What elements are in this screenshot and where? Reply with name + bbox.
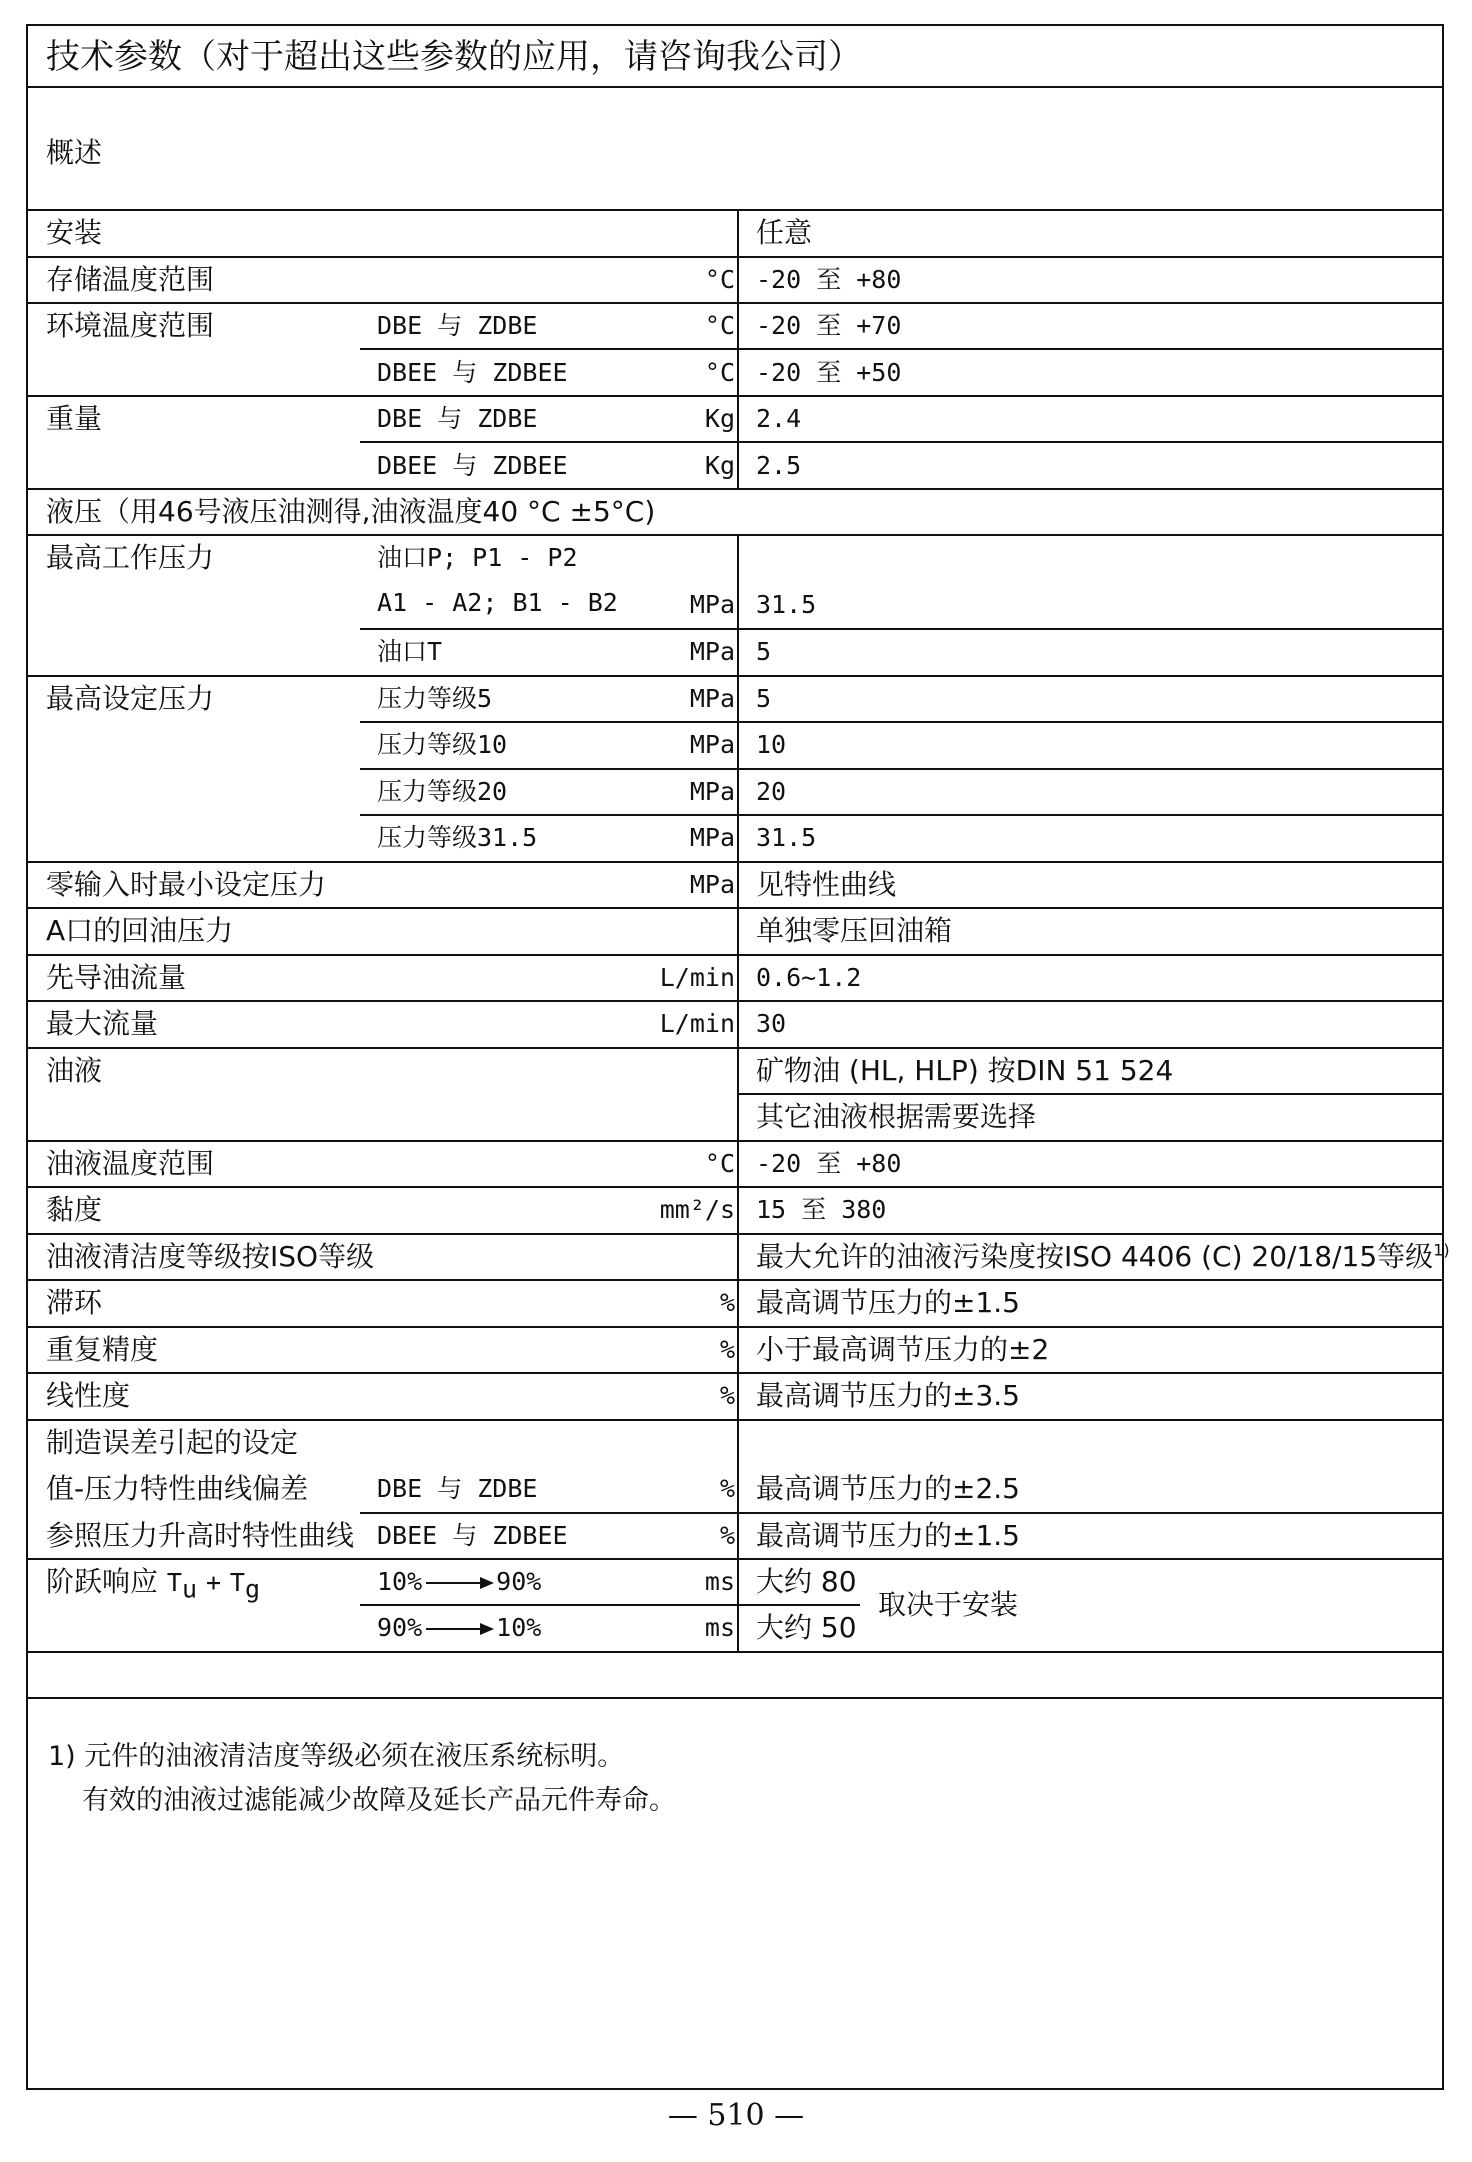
datasheet-table (26, 24, 1450, 2090)
subscript-g: g (244, 1574, 261, 1604)
linearity-label: 线性度 (46, 1379, 131, 1412)
viscosity-unit: mm²/s (659, 1195, 735, 1224)
deviation-unit: % (719, 1474, 735, 1503)
deviation-unit: % (719, 1521, 735, 1550)
repeatability-value: 小于最高调节压力的±2 (756, 1333, 1050, 1366)
arrow-right-icon (426, 1582, 492, 1584)
row-divider (28, 1419, 1442, 1421)
row-divider (360, 1512, 1444, 1514)
footnote-line-2: 有效的油液过滤能减少故障及延长产品元件寿命。 (82, 1785, 676, 1816)
pressure-stage-value: 31.5 (756, 823, 817, 852)
deviation-model: DBEE 与 ZDBEE (377, 1521, 568, 1550)
storage-temp-unit: °C (704, 265, 735, 294)
deviation-value: 最高调节压力的±1.5 (756, 1519, 1020, 1552)
linearity-unit: % (719, 1381, 735, 1410)
overview-label: 概述 (46, 136, 103, 169)
port-t-value: 5 (756, 637, 772, 666)
pilot-flow-unit: L/min (659, 963, 735, 992)
cleanliness-text: 最大允许的油液污染度按ISO 4406 (C) 20/18/15等级 (756, 1240, 1434, 1273)
step-response-label (46, 1565, 260, 1605)
row-divider (28, 675, 1442, 677)
ambient-value: -20 至 +50 (756, 358, 902, 387)
pressure-stage-unit: MPa (689, 730, 735, 759)
symbol-t: T (166, 1568, 182, 1597)
cleanliness-value (756, 1240, 1450, 1274)
row-divider (28, 534, 1442, 536)
arrow-right-icon (426, 1628, 492, 1630)
row-divider (28, 1140, 1442, 1142)
viscosity-label: 黏度 (46, 1193, 103, 1226)
max-setting-label: 最高设定压力 (46, 682, 215, 715)
fluid-value-2: 其它油液根据需要选择 (756, 1100, 1037, 1133)
storage-temp-label: 存储温度范围 (46, 263, 215, 296)
pressure-stage-value: 10 (756, 730, 787, 759)
max-working-unit: MPa (689, 590, 735, 619)
hysteresis-label: 滞环 (46, 1286, 103, 1319)
ambient-model: DBEE 与 ZDBEE (377, 358, 568, 387)
row-divider (28, 302, 1442, 304)
col-divider (737, 209, 739, 488)
deviation-label-2: 值-压力特性曲线偏差 (46, 1472, 309, 1505)
row-divider (360, 768, 1444, 770)
row-divider (28, 1047, 1442, 1049)
pressure-stage: 压力等级10 (377, 730, 508, 759)
install-label: 安装 (46, 216, 103, 249)
max-working-label: 最高工作压力 (46, 541, 215, 574)
storage-temp-value: -20 至 +80 (756, 265, 902, 294)
max-flow-value: 30 (756, 1009, 787, 1038)
return-a-value: 单独零压回油箱 (756, 914, 953, 947)
max-working-port1: 油口P; P1 - P2 (377, 543, 578, 572)
port-t-unit: MPa (689, 637, 735, 666)
plus-sign: + (205, 1568, 222, 1597)
footnote-mark: 1) (1433, 1240, 1450, 1260)
min-setting-unit: MPa (689, 870, 735, 899)
deviation-value: 最高调节压力的±2.5 (756, 1472, 1020, 1505)
footnote-line-1: 1) 元件的油液清洁度等级必须在液压系统标明。 (48, 1741, 625, 1772)
col-divider (737, 534, 739, 1651)
subscript-u: u (181, 1574, 198, 1604)
pressure-stage-unit: MPa (689, 823, 735, 852)
row-divider (28, 1279, 1442, 1281)
step-value: 大约 50 (756, 1611, 857, 1644)
col-divider (860, 1558, 862, 1651)
row-divider (28, 1558, 1442, 1560)
fluid-temp-label: 油液温度范围 (46, 1147, 215, 1180)
row-divider (28, 395, 1442, 397)
page-title: 技术参数（对于超出这些参数的应用，请咨询我公司） (28, 26, 1442, 88)
weight-unit: Kg (704, 451, 735, 480)
row-divider (28, 1697, 1442, 1699)
hysteresis-unit: % (719, 1288, 735, 1317)
symbol-t: T (229, 1568, 245, 1597)
max-flow-label: 最大流量 (46, 1007, 159, 1040)
return-a-label: A口的回油压力 (46, 914, 234, 947)
step-range (377, 1567, 541, 1597)
port-t-label: 油口T (377, 637, 443, 666)
pressure-stage-value: 20 (756, 777, 787, 806)
weight-value: 2.5 (756, 451, 802, 480)
pressure-stage-unit: MPa (689, 684, 735, 713)
ambient-unit: °C (704, 358, 735, 387)
step-unit: ms (704, 1613, 735, 1642)
weight-model: DBEE 与 ZDBEE (377, 451, 568, 480)
pressure-stage-unit: MPa (689, 777, 735, 806)
step-to: 10% (496, 1613, 542, 1642)
step-value: 大约 80 (756, 1565, 857, 1598)
max-working-value: 31.5 (756, 590, 817, 619)
step-to: 90% (496, 1567, 542, 1596)
step-from: 90% (377, 1613, 423, 1642)
weight-label: 重量 (46, 402, 103, 435)
repeatability-label: 重复精度 (46, 1333, 159, 1366)
fluid-temp-value: -20 至 +80 (756, 1149, 902, 1178)
repeatability-unit: % (719, 1335, 735, 1364)
row-divider (28, 1651, 1442, 1653)
step-response-text: 阶跃响应 (46, 1565, 159, 1598)
row-divider (28, 861, 1442, 863)
ambient-value: -20 至 +70 (756, 311, 902, 340)
row-divider (738, 1093, 1444, 1095)
row-divider (28, 1233, 1442, 1235)
weight-value: 2.4 (756, 404, 802, 433)
pressure-stage: 压力等级5 (377, 684, 493, 713)
max-flow-unit: L/min (659, 1009, 735, 1038)
row-divider (28, 209, 1442, 211)
page-number: — 510 — (667, 2098, 805, 2133)
install-value: 任意 (756, 216, 813, 249)
cleanliness-label: 油液清洁度等级按ISO等级 (46, 1240, 375, 1273)
pilot-flow-label: 先导油流量 (46, 961, 187, 994)
row-divider (28, 1372, 1442, 1374)
pressure-stage: 压力等级20 (377, 777, 508, 806)
row-divider (28, 1186, 1442, 1188)
hysteresis-value: 最高调节压力的±1.5 (756, 1286, 1020, 1319)
row-divider (28, 488, 1442, 490)
viscosity-value: 15 至 380 (756, 1195, 887, 1224)
row-divider (28, 907, 1442, 909)
row-divider (360, 814, 1444, 816)
row-divider (360, 348, 1444, 350)
ambient-model: DBE 与 ZDBE (377, 311, 538, 340)
ambient-temp-label: 环境温度范围 (46, 309, 215, 342)
step-from: 10% (377, 1567, 423, 1596)
step-note: 取决于安装 (878, 1588, 1019, 1621)
pilot-flow-value: 0.6~1.2 (756, 963, 862, 992)
min-setting-value: 见特性曲线 (756, 868, 897, 901)
linearity-value: 最高调节压力的±3.5 (756, 1379, 1020, 1412)
deviation-model: DBE 与 ZDBE (377, 1474, 538, 1503)
row-divider (28, 1000, 1442, 1002)
weight-model: DBE 与 ZDBE (377, 404, 538, 433)
row-divider (360, 441, 1444, 443)
hydraulic-header: 液压（用46号液压油测得,油液温度40 °C ±5°C) (46, 495, 656, 528)
weight-unit: Kg (704, 404, 735, 433)
row-divider (28, 256, 1442, 258)
row-divider (360, 1604, 860, 1606)
max-working-port2: A1 - A2; B1 - B2 (377, 588, 618, 617)
fluid-value-1: 矿物油 (HL, HLP) 按DIN 51 524 (756, 1054, 1174, 1087)
deviation-label-3: 参照压力升高时特性曲线 (46, 1519, 355, 1552)
fluid-temp-unit: °C (704, 1149, 735, 1178)
fluid-label: 油液 (46, 1054, 103, 1087)
pressure-stage: 压力等级31.5 (377, 823, 538, 852)
min-setting-label: 零输入时最小设定压力 (46, 868, 327, 901)
ambient-unit: °C (704, 311, 735, 340)
row-divider (360, 628, 1444, 630)
row-divider (360, 721, 1444, 723)
step-unit: ms (704, 1567, 735, 1596)
step-range (377, 1613, 541, 1643)
row-divider (28, 954, 1442, 956)
deviation-label-1: 制造误差引起的设定 (46, 1426, 299, 1459)
row-divider (28, 1326, 1442, 1328)
pressure-stage-value: 5 (756, 684, 772, 713)
